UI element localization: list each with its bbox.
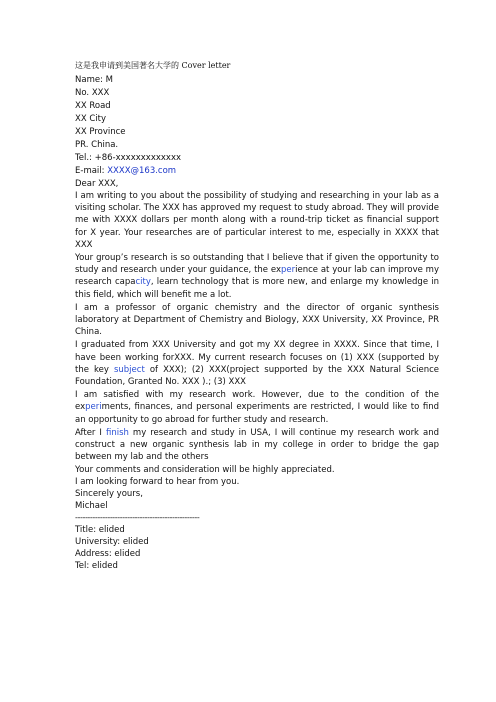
footer-title: Title: elided: [75, 525, 125, 536]
p6-text-c: my research and study in USA, I will continue my research work and construct a new organic synthesis lab in my college in order to bridge the gap between my lab and the others: [75, 427, 439, 463]
p5-text-a: I am satisfied with my research work. However, due to the condition of the ex: [75, 390, 439, 413]
email-label: E-mail:: [75, 166, 105, 176]
paragraph-7: Your comments and consideration will be highly appreciated.: [75, 465, 335, 476]
sender-no: No. XXX: [75, 88, 110, 98]
p5-text-c: ments, finances, and personal experiments are restricted, I would like to find an opportunity to go abroad for further study and research.: [75, 402, 439, 425]
signature: Michael: [75, 501, 108, 512]
doc-title: 这是我申请到美国著名大学的 Cover letter: [75, 61, 231, 70]
p4-text-a: I graduated from XXX University and got my XX degree in XXXX. Since that time, I have been working forXXX. My current research focuses on (1) XXX (supported by the key: [75, 340, 439, 375]
sender-name: Name: M: [75, 75, 113, 85]
email-link[interactable]: XXXX@163.com: [107, 166, 177, 176]
p2-highlight-per[interactable]: per: [280, 265, 296, 276]
closing: Sincerely yours,: [75, 489, 143, 500]
paragraph-2: [75, 252, 439, 301]
sender-tel: Tel.: +86-xxxxxxxxxxxxx: [75, 153, 182, 163]
p4-text-c: of XXX); (2) XXX(project supported by the XXX Natural Science Foundation, Granted No. XXX ).; (3) XXX: [75, 364, 440, 388]
sender-road: XX Road: [75, 101, 111, 111]
sender-province: XX Province: [75, 127, 126, 137]
p6-highlight-finish[interactable]: finish: [105, 427, 129, 438]
p5-highlight-peri[interactable]: peri: [85, 402, 102, 413]
p2-text-e: , learn technology that is more new, and enlarge my knowledge in this field, which will benefit me a lot.: [75, 277, 439, 300]
paragraph-3: I am a professor of organic chemistry and the director of organic synthesis laboratory at Department of Chemistry and Biology, XXX University, XX Province, PR China.: [75, 302, 439, 338]
sender-header: [75, 74, 439, 177]
sender-email: [75, 165, 439, 177]
p2-text-c: ience at your lab can improve my research capa: [75, 265, 439, 288]
p6-text-a: After I: [75, 427, 106, 438]
footer-tel: Tel: elided: [75, 561, 118, 572]
p2-highlight-city[interactable]: city: [135, 277, 151, 288]
footer-university: University: elided: [75, 537, 149, 548]
p4-highlight-subject[interactable]: subject: [113, 364, 145, 375]
footer-address: Address: elided: [75, 549, 141, 560]
paragraph-4: [75, 339, 439, 388]
paragraph-5: [75, 389, 439, 426]
sender-country: PR. China.: [75, 140, 119, 150]
paragraph-6: [75, 427, 439, 464]
sender-city: XX City: [75, 114, 107, 124]
paragraph-1: I am writing to you about the possibility of studying and researching in your lab as a visiting scholar. The XXX has approved my request to study abroad. They will provide me with XXXX dollars per month along with a round-trip ticket as financial support for X year. Your researches are of particular interest to me, especially in XXXX that XXX: [75, 191, 439, 250]
separator-line: --------------------------------------------------: [75, 513, 200, 523]
footer-info: [75, 524, 439, 572]
p2-text-a: Your group’s research is so outstanding that I believe that if given the opportunity to study and research under your guidance, the ex: [75, 253, 439, 276]
paragraph-8: I am looking forward to hear from you.: [75, 477, 240, 488]
salutation: Dear XXX,: [75, 179, 119, 189]
